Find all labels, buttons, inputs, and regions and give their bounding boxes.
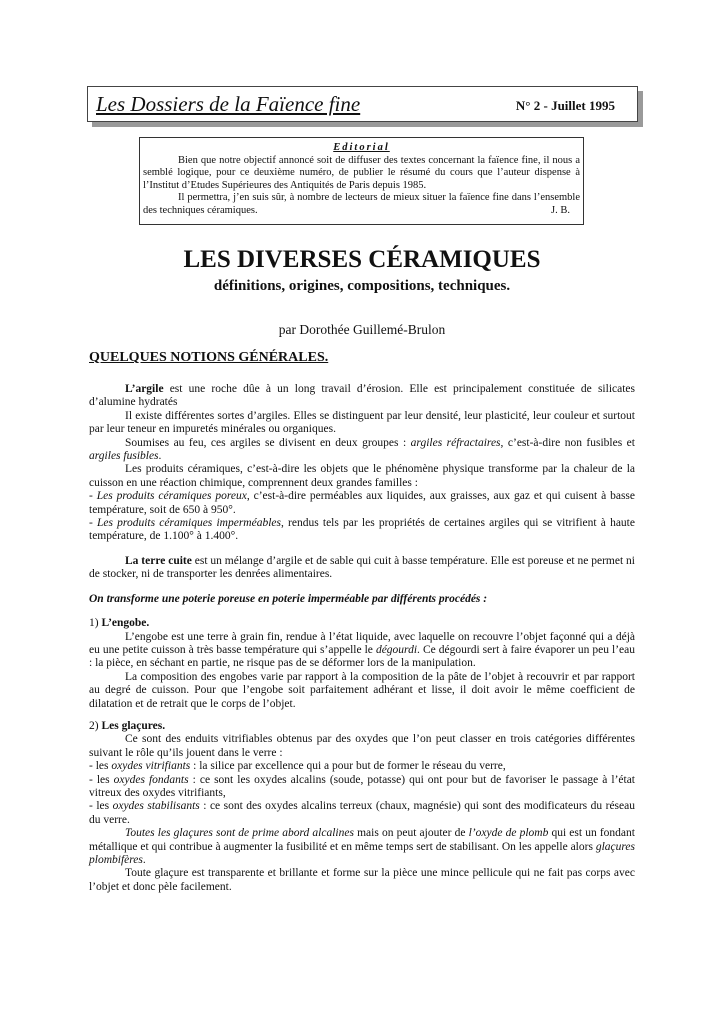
article-author: par Dorothée Guillemé-Brulon xyxy=(278,322,446,337)
paragraph-argile-types: Il existe différentes sortes d’argiles. Elles se distinguent par leur densité, leur plasticité, leur couleur et surtout par leur teneur en impuretés minérales ou organiques. xyxy=(89,409,635,436)
editorial-signature: J. B. xyxy=(551,204,570,216)
article-subtitle: définitions, origines, compositions, techniques. xyxy=(213,278,511,294)
subheading-glacures: 2) Les glaçures. xyxy=(89,719,166,732)
paragraph-engobe-composition: La composition des engobes varie par rapport à la composition de la pâte de l’objet à recouvrir et par rapport au degré de cuisson. Pour que l’engobe soit parfaitement adhérant et lisse, il doit avoir le même coefficient de dilatation et de retrait que le corps de l’objet. xyxy=(89,670,635,710)
editorial-box xyxy=(139,137,584,225)
list-item-porous: - Les produits céramiques poreux, c’est-à-dire perméables aux liquides, aux graisses, aux gaz et qui cuisent à basse température, soit de 650 à 950°. xyxy=(89,490,635,516)
paragraph-engobe: L’engobe est une terre à grain fin, rendue à l’état liquide, avec laquelle on recouvre l’objet façonné qui a déjà eu une petite cuisson à très basse température qui s’appelle le dégourdi. Ce dégourdi sert à faire évaporer un peu l’eau : la pièce, en séchant en partie, ne risque pas de se déformer lors de la manipulation. xyxy=(89,630,635,670)
paragraph-plomb: Toutes les glaçures sont de prime abord alcalines mais on peut ajouter de l’oxyde de plomb qui est un fondant métallique et qui contribue à augmenter la fusibilité et en même temps sert de stabilisant. On les appelle alors glaçures plombifères. xyxy=(89,827,635,866)
editorial-paragraph-2: Il permettra, j’en suis sûr, à nombre de lecteurs de mieux situer la faïence fine dans l’ensemble des techniques céramiques. J. B. xyxy=(143,192,580,216)
paragraph-transparente: Toute glaçure est transparente et brillante et forme sur la pièce une mince pellicule qui ne fait pas corps avec l’objet et donc pèle facilement. xyxy=(89,867,635,893)
list-item-vitrifiants: - les oxydes vitrifiants : la silice par excellence qui a pour but de former le réseau du verre, xyxy=(89,760,506,773)
list-item-stabilisants: - les oxydes stabilisants : ce sont des oxydes alcalins terreux (chaux, magnésie) qui sont des modificateurs du réseau du verre. xyxy=(89,800,635,826)
article-body xyxy=(89,383,635,894)
list-item-fondants: - les oxydes fondants : ce sont les oxydes alcalins (soude, potasse) qui ont pour but de favoriser le passage à l’état vitreux des oxydes vitrifiants, xyxy=(89,773,635,799)
subheading-engobe: 1) L’engobe. xyxy=(89,617,150,630)
paragraph-argile: L’argile est une roche dûe à un long travail d’érosion. Elle est principalement constituée de silicates d’alumine hydratés xyxy=(89,383,635,409)
paragraph-procedes: On transforme une poterie poreuse en poterie imperméable par différents procédés : xyxy=(89,592,488,605)
section-heading: QUELQUES NOTIONS GÉNÉRALES. xyxy=(89,350,329,365)
issue-number: N° 2 - Juillet 1995 xyxy=(515,98,615,113)
paragraph-terre-cuite: La terre cuite est un mélange d’argile et de sable qui cuit à basse température. Elle est poreuse et ne permet ni de stocker, ni de transporter les denrées alimentaires. xyxy=(89,554,635,581)
paragraph-argile-fire: Soumises au feu, ces argiles se divisent en deux groupes : argiles réfractaires, c’est-à-dire non fusibles et argiles fusibles. xyxy=(89,436,635,463)
editorial-paragraph-1: Bien que notre objectif annoncé soit de diffuser des textes concernant la faïence fine, il nous a semblé logique, pour ce deuxième numéro, de publier le résumé du cours que l’auteur dispense à l’Institut d’Etudes Supérieures des Antiquités de Paris depuis 1985. xyxy=(143,154,580,191)
paragraph-products: Les produits céramiques, c’est-à-dire les objets que le phénomène physique transforme par la chaleur de la cuisson en une réaction chimique, comprennent deux grandes familles : xyxy=(89,463,635,489)
article-title: LES DIVERSES CÉRAMIQUES xyxy=(183,246,541,273)
list-item-impermeable: - Les produits céramiques imperméables, rendus tels par les propriétés de certaines argiles qui se vitrifient à haute température, de 1.100° à 1.400°. xyxy=(89,517,635,543)
journal-title: Les Dossiers de la Faïence fine xyxy=(96,92,361,116)
paragraph-glacures: Ce sont des enduits vitrifiables obtenus par des oxydes que l’on peut classer en trois catégories différentes suivant le rôle qu’ils jouent dans le verre : xyxy=(89,733,635,759)
journal-header-box xyxy=(87,86,638,122)
editorial-title: Editorial xyxy=(333,142,390,153)
